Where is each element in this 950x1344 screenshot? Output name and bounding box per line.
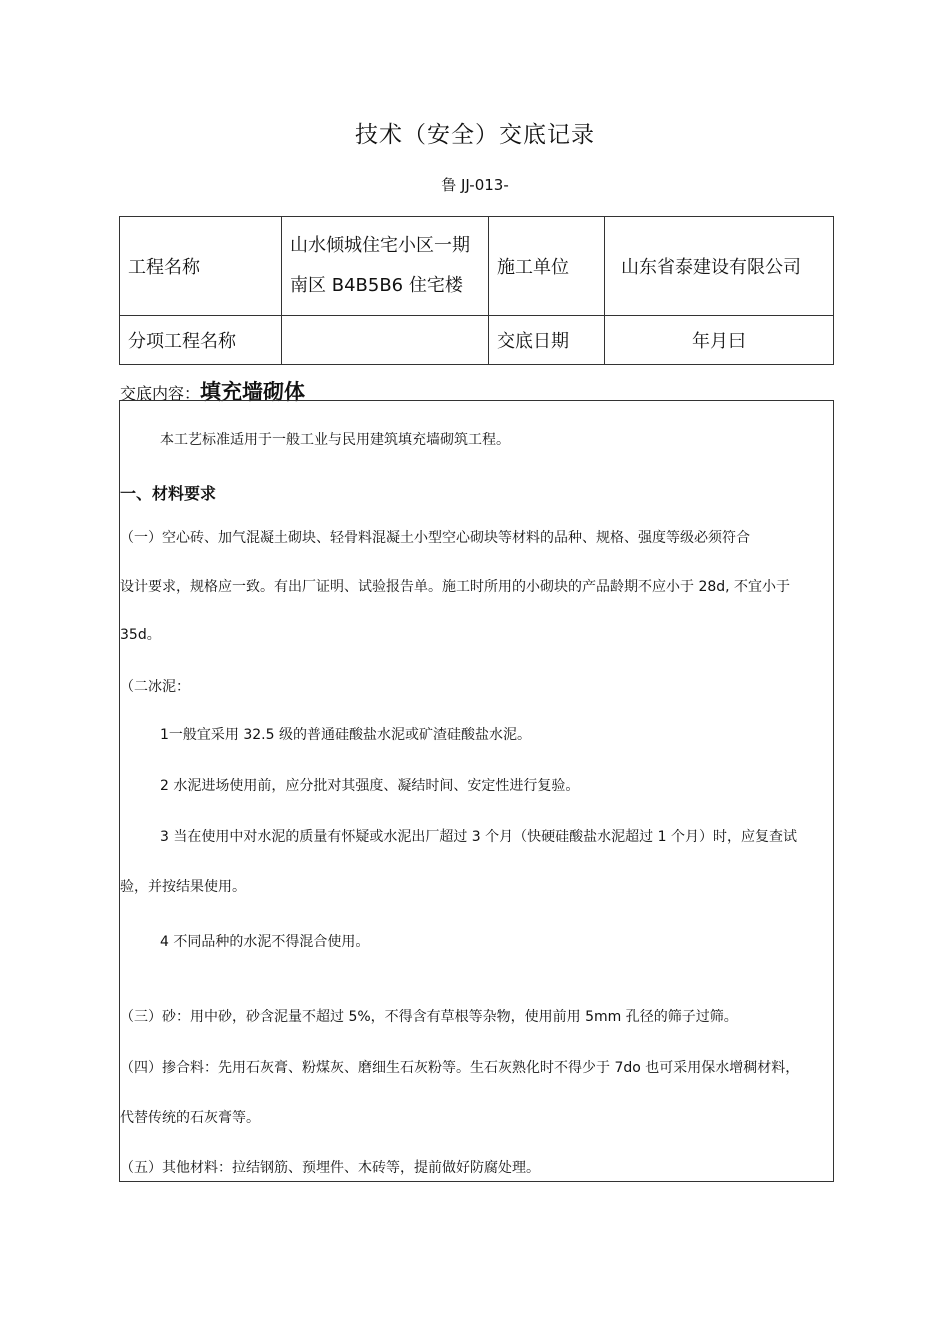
contractor-value: 山东省泰建设有限公司 [605, 217, 834, 316]
item3: （三）砂：用中砂，砂含泥量不超过 5%，不得含有草根等杂物，使用前用 5mm 孔径的筛子过筛。 [120, 1009, 738, 1025]
subproject-label: 分项工程名称 [120, 316, 282, 365]
table-row [120, 316, 834, 365]
date-value: 年月曰 [605, 316, 834, 365]
content-box [119, 400, 834, 1182]
project-name-label: 工程名称 [120, 217, 282, 316]
section1-heading: 一、材料要求 [120, 484, 217, 503]
project-name-value [282, 217, 489, 316]
item4-line1: （四）掺合料：先用石灰膏、粉煤灰、磨细生石灰粉等。生石灰熟化时不得少于 7do 也可采用保水增稠材料， [120, 1060, 800, 1076]
subproject-value [282, 316, 489, 365]
content-topic: 填充墙砌体 [200, 380, 306, 404]
item2-1: 1一般宜采用 32.5 级的普通硅酸盐水泥或矿渣硅酸盐水泥。 [160, 727, 531, 743]
form-code: 鲁 JJ-013- [441, 176, 509, 194]
project-name-line1: 山水倾城住宅小区一期 [290, 235, 470, 256]
intro-paragraph: 本工艺标准适用于一般工业与民用建筑填充墙砌筑工程。 [160, 432, 510, 448]
page-title: 技术（安全）交底记录 [355, 122, 595, 148]
project-name-line2: 南区 B4B5B6 住宅楼 [290, 275, 463, 296]
item2-3-line2: 验，并按结果使用。 [120, 879, 246, 895]
item1-line1: （一）空心砖、加气混凝土砌块、轻骨料混凝土小型空心砌块等材料的品种、规格、强度等级必须符合 [120, 530, 750, 546]
contractor-label: 施工单位 [489, 217, 605, 316]
date-label: 交底日期 [489, 316, 605, 365]
item5: （五）其他材料：拉结钢筋、预埋件、木砖等，提前做好防腐处理。 [120, 1160, 540, 1176]
item4-line2: 代替传统的石灰膏等。 [120, 1110, 260, 1126]
item1-line2: 设计要求，规格应一致。有出厂证明、试验报告单。施工时所用的小砌块的产品龄期不应小于 28d, 不宜小于 [120, 579, 791, 595]
item2-4: 4 不同品种的水泥不得混合使用。 [160, 934, 370, 950]
item2-2: 2 水泥进场使用前，应分批对其强度、凝结时间、安定性进行复验。 [160, 778, 580, 794]
info-table [119, 216, 834, 365]
item2-3-line1: 3 当在使用中对水泥的质量有怀疑或水泥出厂超过 3 个月（快硬硅酸盐水泥超过 1 个月）时，应复查试 [160, 829, 797, 845]
content-label-text: 交底内容： [120, 384, 201, 403]
item2-heading: （二冰泥： [120, 679, 190, 695]
table-row [120, 217, 834, 316]
item1-line3: 35d。 [120, 627, 161, 643]
